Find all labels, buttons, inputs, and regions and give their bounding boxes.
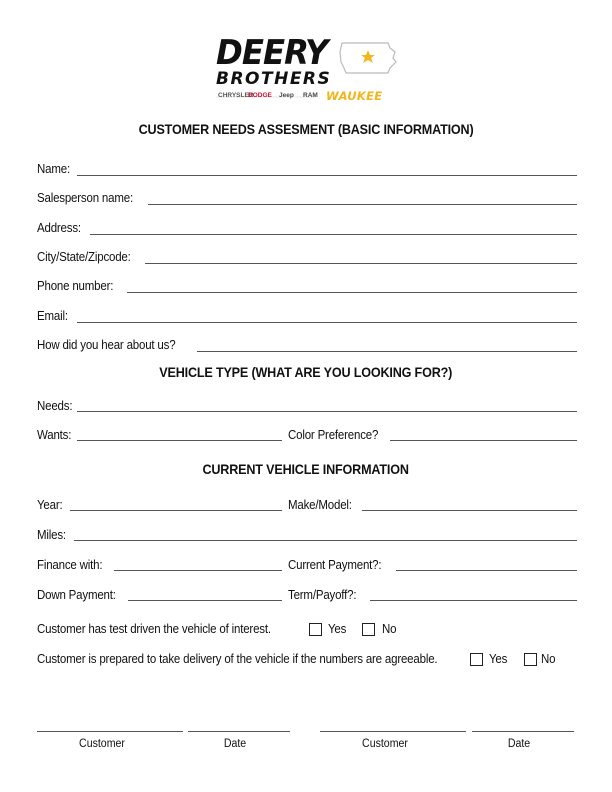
email-label: Email:: [37, 309, 68, 323]
brand-ram: RAM: [303, 92, 318, 99]
date-line-1[interactable]: [188, 731, 290, 732]
test-drive-question: Customer has test driven the vehicle of interest.: [37, 622, 271, 636]
date-label-1: Date: [223, 738, 247, 750]
customer-signature-line-1[interactable]: [37, 731, 183, 732]
address-label: Address:: [37, 221, 81, 235]
customer-signature-label-2: Customer: [362, 738, 408, 750]
delivery-no-checkbox[interactable]: [524, 653, 537, 666]
vehicle-type-heading: VEHICLE TYPE (WHAT ARE YOU LOOKING FOR?): [159, 364, 453, 380]
term-payoff-label: Term/Payoff?:: [288, 588, 357, 602]
city-state-zip-field[interactable]: [145, 263, 577, 264]
customer-signature-line-2[interactable]: [320, 731, 466, 732]
miles-label: Miles:: [37, 528, 66, 542]
brand-chrysler: CHRYSLER: [218, 92, 254, 99]
name-label: Name:: [37, 162, 70, 176]
salesperson-label: Salesperson name:: [37, 191, 133, 205]
phone-label: Phone number:: [37, 279, 114, 293]
make-model-field[interactable]: [362, 510, 577, 511]
logo-deery-text: DEERY: [216, 33, 328, 73]
address-field[interactable]: [90, 234, 577, 235]
current-payment-field[interactable]: [396, 570, 577, 571]
referral-label: How did you hear about us?: [37, 338, 176, 352]
logo-brothers-text: BROTHERS: [216, 69, 332, 89]
year-label: Year:: [37, 498, 63, 512]
brand-dodge: DODGE: [248, 92, 272, 99]
term-payoff-field[interactable]: [370, 600, 577, 601]
delivery-yes-label: Yes: [489, 652, 508, 666]
test-drive-no-checkbox[interactable]: [362, 623, 375, 636]
city-state-zip-label: City/State/Zipcode:: [37, 250, 131, 264]
color-preference-label: Color Preference?: [288, 428, 379, 442]
finance-field[interactable]: [114, 570, 282, 571]
brand-waukee: WAUKEE: [326, 89, 383, 103]
test-drive-yes-checkbox[interactable]: [309, 623, 322, 636]
form-title: CUSTOMER NEEDS ASSESMENT (BASIC INFORMATION): [138, 121, 474, 137]
iowa-state-icon: [338, 40, 398, 76]
finance-label: Finance with:: [37, 558, 103, 572]
down-payment-field[interactable]: [128, 600, 282, 601]
name-field[interactable]: [77, 175, 577, 176]
delivery-yes-checkbox[interactable]: [470, 653, 483, 666]
current-vehicle-heading: CURRENT VEHICLE INFORMATION: [202, 461, 410, 477]
wants-field[interactable]: [77, 440, 282, 441]
email-field[interactable]: [77, 322, 577, 323]
phone-field[interactable]: [127, 292, 577, 293]
current-payment-label: Current Payment?:: [288, 558, 382, 572]
delivery-no-label: No: [541, 652, 556, 666]
date-line-2[interactable]: [472, 731, 574, 732]
needs-label: Needs:: [37, 399, 73, 413]
customer-signature-label-1: Customer: [79, 738, 125, 750]
delivery-question: Customer is prepared to take delivery of the vehicle if the numbers are agreeable.: [37, 652, 438, 666]
test-drive-yes-label: Yes: [328, 622, 347, 636]
color-preference-field[interactable]: [390, 440, 577, 441]
wants-label: Wants:: [37, 428, 72, 442]
make-model-label: Make/Model:: [288, 498, 352, 512]
brand-jeep: Jeep: [279, 92, 294, 99]
referral-field[interactable]: [197, 351, 577, 352]
down-payment-label: Down Payment:: [37, 588, 116, 602]
miles-field[interactable]: [74, 540, 577, 541]
test-drive-no-label: No: [382, 622, 397, 636]
date-label-2: Date: [507, 738, 531, 750]
salesperson-field[interactable]: [148, 204, 577, 205]
needs-field[interactable]: [77, 411, 577, 412]
year-field[interactable]: [70, 510, 282, 511]
